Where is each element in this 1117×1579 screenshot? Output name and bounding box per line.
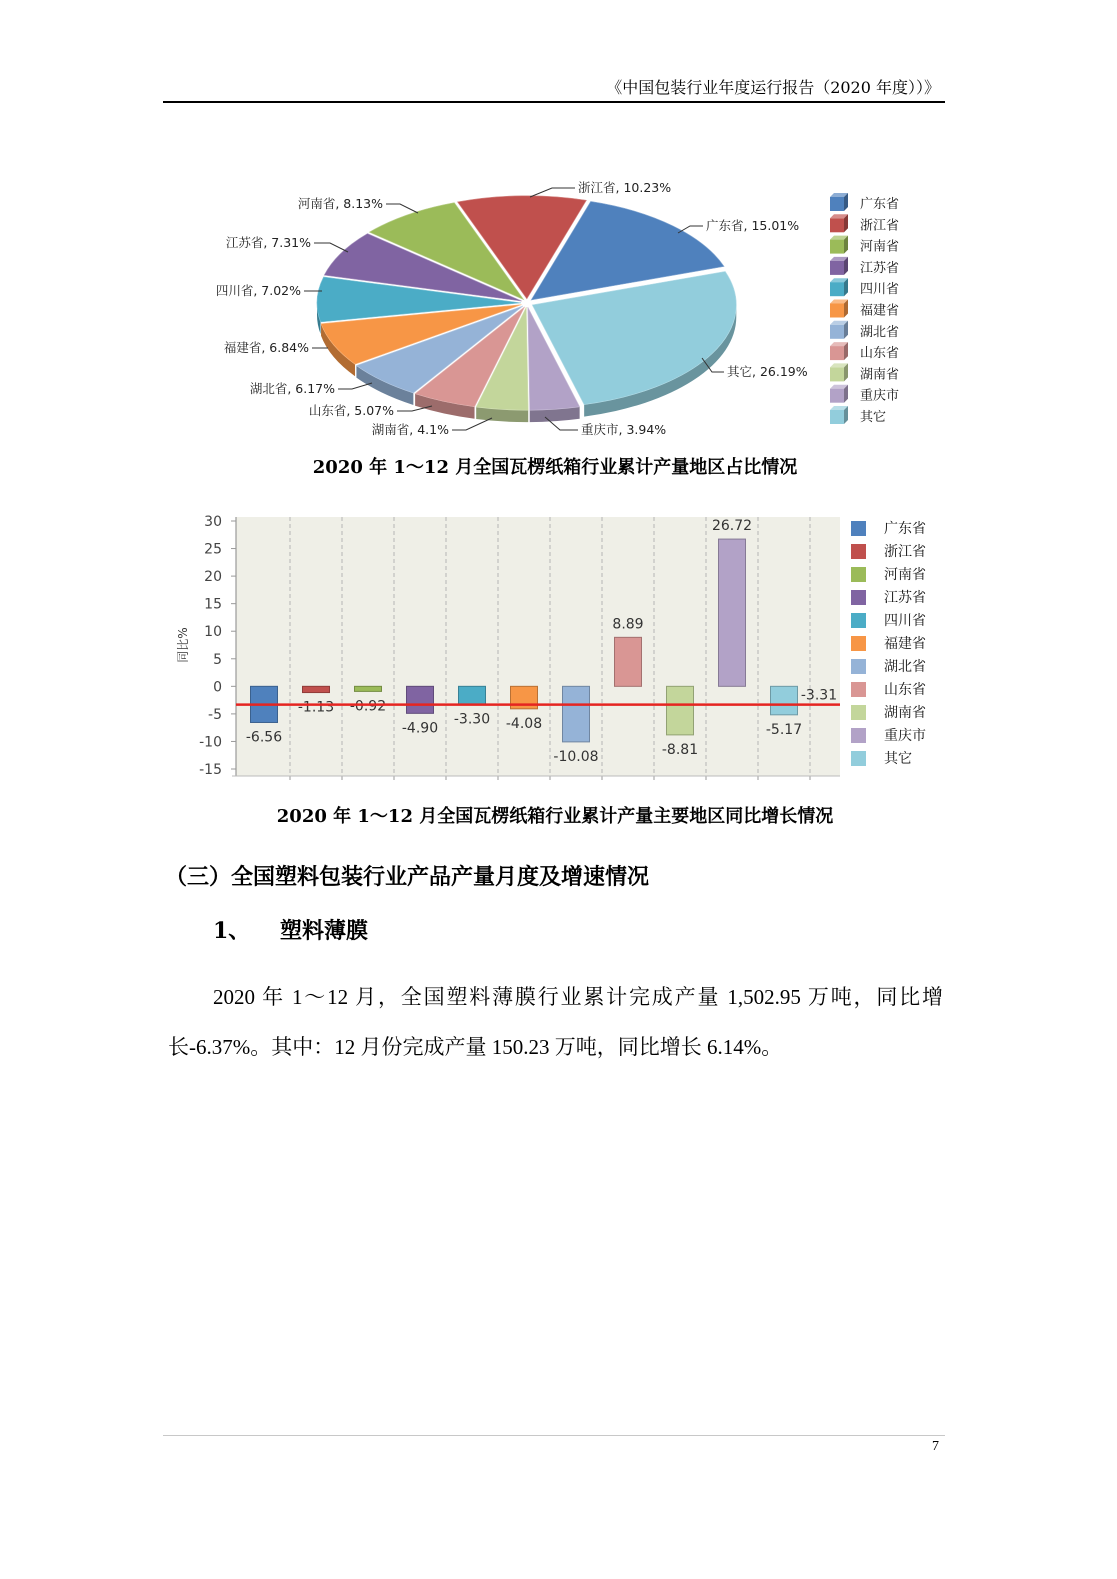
bar-legend-item (851, 635, 926, 652)
pie-leader-line (386, 204, 418, 213)
bar-legend-item (851, 520, 926, 537)
legend-swatch (830, 325, 844, 339)
bar (407, 686, 434, 713)
legend-label: 福建省 (860, 303, 900, 319)
legend-label: 广东省 (860, 197, 900, 212)
pie-legend-item (830, 321, 899, 340)
pie-slice-label: 重庆市, 3.94% (581, 422, 667, 437)
bar-legend-item (851, 751, 912, 767)
reference-line-label: -3.31 (800, 687, 838, 704)
bar-legend-item (851, 543, 926, 560)
legend-swatch (851, 636, 866, 651)
legend-label: 湖北省 (884, 659, 926, 675)
legend-swatch (851, 521, 866, 536)
bar-chart (160, 505, 945, 790)
bar-value-label: -3.30 (453, 711, 491, 728)
pie-legend-item (830, 236, 899, 255)
y-tick-label: 5 (213, 651, 222, 668)
legend-label: 山东省 (860, 346, 900, 362)
legend-swatch (851, 544, 866, 559)
y-tick-label: -10 (199, 734, 222, 751)
y-tick-label: 25 (204, 541, 222, 558)
y-tick-label: 15 (204, 596, 222, 613)
bar (563, 686, 590, 742)
legend-label: 湖南省 (884, 705, 926, 721)
legend-swatch (830, 197, 844, 211)
legend-label: 山东省 (884, 682, 926, 698)
legend-swatch (851, 567, 866, 582)
pie-leader-line (314, 243, 348, 252)
pie-slice-label: 湖北省, 6.17% (249, 381, 335, 396)
legend-swatch (830, 304, 844, 318)
bar (771, 686, 798, 714)
bar-legend-item (851, 728, 926, 744)
pie-legend-item (830, 214, 899, 233)
legend-label: 江苏省 (884, 590, 926, 606)
bar-legend-item (851, 566, 926, 583)
header-rule (163, 101, 945, 103)
bar (355, 686, 382, 691)
legend-label: 福建省 (884, 636, 926, 652)
bar (459, 686, 486, 704)
bar-value-label: -6.56 (245, 729, 283, 746)
legend-label: 江苏省 (860, 260, 900, 276)
subsection-number: 1、 (213, 918, 251, 944)
bar (719, 539, 746, 686)
legend-swatch (830, 389, 844, 403)
legend-label: 河南省 (884, 567, 926, 583)
pie-slices (317, 196, 736, 410)
bar (303, 686, 330, 692)
legend-swatch (851, 590, 866, 605)
pie-legend-item (830, 385, 899, 404)
running-header: 《中国包装行业年度运行报告（2020 年度））》 (606, 78, 940, 97)
legend-swatch (830, 218, 844, 232)
pie-legend-item (830, 257, 899, 276)
legend-label: 湖南省 (860, 367, 900, 383)
section-heading: （三）全国塑料包装行业产品产量月度及增速情况 (165, 864, 650, 890)
pie-slice-label: 四川省, 7.02% (215, 283, 301, 298)
legend-label: 浙江省 (884, 544, 926, 560)
legend-swatch (830, 282, 844, 296)
legend-swatch (830, 261, 844, 275)
bar-value-label: -0.92 (349, 698, 387, 715)
y-tick-label: 20 (204, 569, 222, 586)
legend-swatch (851, 613, 866, 628)
legend-swatch (851, 659, 866, 674)
y-axis-label: 同比% (176, 627, 190, 663)
legend-label: 其它 (884, 751, 912, 767)
subsection-title: 塑料薄膜 (280, 918, 369, 944)
legend-label: 四川省 (884, 613, 926, 629)
legend-label: 重庆市 (884, 728, 926, 744)
pie-legend-item (830, 278, 899, 297)
legend-swatch (851, 682, 866, 697)
legend-label: 重庆市 (860, 388, 900, 404)
page-number: 7 (932, 1439, 939, 1454)
legend-label: 湖北省 (860, 324, 900, 340)
bar-value-label: 8.89 (612, 616, 644, 633)
legend-swatch (830, 346, 844, 360)
pie-slice-label: 浙江省, 10.23% (578, 180, 672, 195)
y-tick-label: -15 (199, 762, 222, 778)
pie-slice-label: 广东省, 15.01% (706, 218, 800, 233)
pie-legend-item (830, 342, 899, 361)
footer-rule (163, 1435, 945, 1436)
bar-value-label: 26.72 (711, 518, 753, 535)
legend-swatch (830, 410, 844, 424)
bar (667, 686, 694, 735)
legend-label: 广东省 (884, 521, 926, 537)
legend-swatch (851, 728, 866, 743)
bar-value-label: -4.08 (505, 715, 543, 732)
legend-label: 四川省 (860, 282, 900, 298)
y-tick-label: 0 (213, 679, 222, 696)
legend-label: 其它 (860, 410, 887, 425)
legend-label: 浙江省 (860, 218, 900, 234)
bar-legend-item (851, 681, 926, 698)
legend-label: 河南省 (860, 239, 900, 255)
pie-legend-item (830, 300, 899, 319)
legend-swatch (830, 240, 844, 254)
y-tick-label: -5 (208, 706, 222, 723)
y-tick-label: 30 (204, 514, 222, 530)
pie-slice-label: 湖南省, 4.1% (371, 422, 449, 437)
y-tick-label: 10 (204, 624, 222, 641)
pie-slice-label: 山东省, 5.07% (308, 403, 394, 418)
pie-legend-item (830, 363, 899, 382)
bar-legend-item (851, 658, 926, 675)
pie-chart-caption: 2020 年 1～12 月全国瓦楞纸箱行业累计产量地区占比情况 (312, 457, 798, 478)
bar-legend-item (851, 589, 926, 606)
pie-legend-item (830, 193, 899, 212)
body-paragraph: 2020 年 1～12 月，全国塑料薄膜行业累计完成产量 1,502.95 万吨，同比增长-6.37%。其中：12 月份完成产量 150.23 万吨，同比增长 6.14%。 (168, 985, 943, 1059)
pie-chart (160, 165, 945, 450)
bar-value-label: -1.13 (297, 699, 335, 716)
pie-slice-label: 其它, 26.19% (727, 364, 808, 379)
bar-value-label: -4.90 (401, 720, 439, 737)
legend-swatch (851, 751, 866, 766)
bar-value-label: -10.08 (553, 748, 599, 765)
bar-value-label: -8.81 (661, 741, 699, 758)
pie-slice-label: 江苏省, 7.31% (225, 235, 311, 250)
plot-background (236, 517, 840, 776)
legend-swatch (851, 705, 866, 720)
bar-chart-caption: 2020 年 1～12 月全国瓦楞纸箱行业累计产量主要地区同比增长情况 (276, 806, 834, 827)
bar (615, 637, 642, 686)
pie-slice-label: 河南省, 8.13% (297, 196, 383, 211)
legend-swatch (830, 367, 844, 381)
pie-slice-label: 福建省, 6.84% (223, 340, 309, 355)
bar-legend-item (851, 704, 926, 721)
bar-legend-item (851, 612, 926, 629)
bar-value-label: -5.17 (765, 721, 803, 738)
pie-legend-item (830, 406, 886, 425)
